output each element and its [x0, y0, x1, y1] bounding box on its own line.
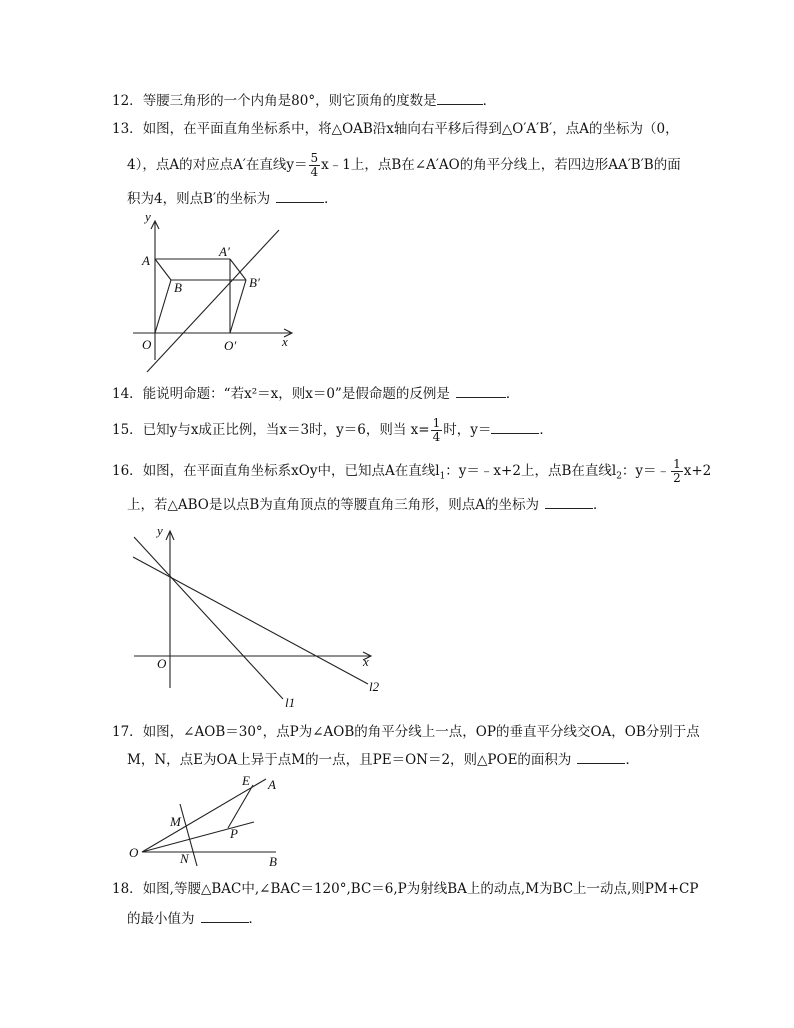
- question-18-line-2: 的最小值为 ．: [127, 911, 262, 927]
- question-16-line-1: 16．如图，在平面直角坐标系xOy中，已知点A在直线$l_1$：y＝﹣x+2上，点B在直线$l_2$：y＝﹣ $\frac{1}{2}$ x+2: [112, 457, 712, 485]
- question-13-line-3: 积为4，则点B′的坐标为 ．: [127, 191, 338, 207]
- label-P: P: [230, 826, 238, 841]
- label-A: A: [268, 777, 276, 792]
- fraction: $\frac{1}{2}$: [673, 457, 681, 485]
- label-O: O: [157, 656, 167, 671]
- label-M: M: [170, 814, 181, 829]
- label-l1: l1: [285, 695, 296, 710]
- question-15: 15．已知y与x成正比例，当x＝3时，y＝6，则当 x= $\frac{1}{4}$ 时，y＝ ．: [112, 416, 553, 444]
- question-text: 等腰三角形的一个内角是80°，则它顶角的度数是: [142, 93, 437, 109]
- label-B: B: [269, 854, 277, 869]
- label-B-prime: B′: [249, 275, 260, 290]
- label-A: A: [142, 253, 150, 268]
- question-16-line-2: 上，若△ABO是以点B为直角顶点的等腰直角三角形，则点A的坐标为 ．: [127, 497, 607, 513]
- question-17-line-1: 17．如图，∠AOB＝30°，点P为∠AOB的角平分线上一点，OP的垂直平分线交OA，OB分别于点: [112, 724, 700, 740]
- label-B: B: [174, 280, 182, 295]
- question-number: 14．: [112, 386, 143, 402]
- question-number: 18．: [112, 881, 143, 897]
- question-number: 12．: [112, 93, 143, 109]
- label-O: O: [129, 845, 139, 860]
- question-number: 17．: [112, 724, 143, 740]
- question-text: 能说明命题：“若x²＝x，则x＝0”是假命题的反例是: [142, 386, 450, 402]
- fraction: $\frac{5}{4}$: [310, 151, 319, 179]
- label-l2: l2: [369, 679, 380, 694]
- question-14: 14．能说明命题：“若x²＝x，则x＝0”是假命题的反例是 ．: [112, 386, 520, 402]
- ray-OA: [142, 779, 266, 852]
- question-text: 如图，在平面直角坐标系中，将△OAB沿x轴向右平移后得到△O′A′B′，点A的坐标为（0，: [142, 121, 679, 137]
- question-number: 13．: [112, 121, 143, 137]
- fraction: $\frac{1}{4}$: [432, 416, 441, 444]
- question-12: 12．等腰三角形的一个内角是80°，则它顶角的度数是 ．: [112, 93, 497, 109]
- label-x: x: [363, 654, 369, 669]
- label-y: y: [145, 209, 151, 224]
- label-x: x: [282, 334, 288, 349]
- question-number: 16．: [112, 463, 143, 479]
- label-y: y: [157, 523, 163, 538]
- label-O-prime: O′: [224, 338, 237, 353]
- answer-blank[interactable]: [201, 910, 249, 923]
- label-O: O: [142, 337, 152, 352]
- question-17-line-2: M，N，点E为OA上异于点M的一点，且PE＝ON＝2，则△POE的面积为 ．: [127, 752, 639, 768]
- segment-PE: [228, 785, 253, 828]
- label-E: E: [242, 773, 250, 788]
- label-N: N: [180, 851, 189, 866]
- question-18-line-1: 18．如图,等腰△BAC中,∠BAC＝120°,BC＝6,P为射线BA上的动点,M为BC上一动点,则PM+CP: [112, 881, 699, 897]
- question-13-line-2: 4），点A的对应点A′在直线y＝ $\frac{5}{4}$ x﹣1上，点B在∠A′AO的角平分线上，若四边形AA′B′B的面: [127, 151, 681, 179]
- question-number: 15．: [112, 422, 143, 438]
- label-A-prime: A′: [219, 244, 230, 259]
